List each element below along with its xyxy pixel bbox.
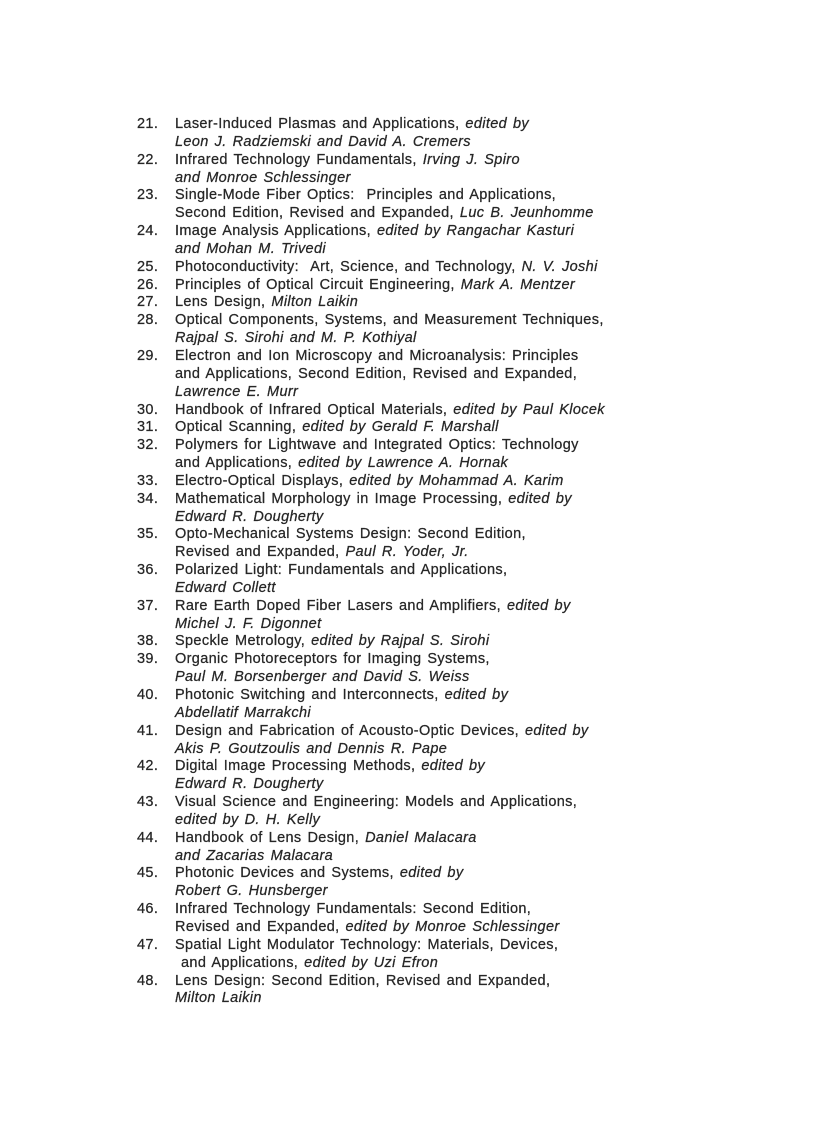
author-segment: Leon J. Radziemski and David A. Cremers [175,133,471,150]
entry-text [175,312,777,348]
entry-line [175,241,777,259]
entry-line [175,687,777,705]
author-segment: Paul R. Yoder, Jr. [345,544,469,561]
list-item [137,473,777,491]
entry-number: 40. [137,687,159,703]
list-item [137,437,777,473]
author-segment: edited by [421,758,485,775]
entry-line [175,277,777,295]
author-segment: and Monroe Schlessinger [175,169,351,186]
title-segment: Laser-Induced Plasmas and Applications, [175,116,466,132]
list-item [137,419,777,437]
entry-number: 35. [137,526,159,543]
author-segment: edited by Rangachar Kasturi [376,223,575,240]
title-segment: Handbook of Infrared Optical Materials, [175,401,454,418]
title-segment: Optical Scanning, [175,419,303,436]
entry-line [175,473,777,491]
entry-line [175,990,777,1008]
author-segment: edited by Uzi Efron [304,954,439,971]
list-item [137,187,777,223]
entry-line [175,669,777,687]
entry-line [175,723,777,741]
title-segment: Opto-Mechanical Systems Design: Second Edition, [175,526,526,543]
list-item [137,687,777,723]
author-segment: Mark A. Mentzer [460,276,576,293]
entry-number: 43. [137,794,159,811]
author-segment: Milton Laikin [175,990,262,1007]
entry-line [175,509,777,527]
entry-text [175,419,777,437]
entry-text [175,562,777,598]
entry-line [175,633,777,651]
title-segment: Mathematical Morphology in Image Processing, [175,490,509,507]
entry-text [175,633,777,651]
title-segment: Lens Design: Second Edition, Revised and Expanded, [175,972,551,989]
list-item [137,723,777,759]
entry-text [175,794,777,830]
title-segment: Second Edition, Revised and Expanded, [175,205,460,222]
entry-line [175,794,777,812]
author-segment: Paul M. Borsenberger and David S. Weiss [175,669,470,686]
list-item [137,937,777,973]
list-item [137,633,777,651]
entry-number: 22. [137,151,159,168]
author-segment: Luc B. Jeunhomme [459,205,594,222]
entry-number: 24. [137,223,159,240]
entry-number: 25. [137,258,159,275]
list-item [137,598,777,634]
entry-number: 30. [137,401,159,418]
entry-text [175,526,777,562]
list-item [137,259,777,277]
entry-line [175,419,777,437]
entry-number: 48. [137,972,159,989]
title-segment: Electro-Optical Displays, [175,472,350,489]
entry-line [175,598,777,616]
entry-number: 34. [137,490,159,507]
entry-line [175,312,777,330]
author-segment: Lawrence E. Murr [175,383,299,400]
entry-text [175,437,777,473]
title-segment: Optical Components, Systems, and Measurement Techniques, [175,312,604,329]
title-segment: and Applications, [175,954,305,971]
entry-number: 45. [137,865,159,882]
entry-line [175,170,777,188]
entry-number: 47. [137,936,159,953]
entry-text [175,723,777,759]
entry-line [175,294,777,312]
list-item [137,794,777,830]
entry-line [175,705,777,723]
title-segment: and Applications, Second Edition, Revised and Expanded, [175,365,578,382]
title-segment: Revised and Expanded, [175,918,346,935]
entry-text [175,116,777,152]
title-segment: Revised and Expanded, [175,544,346,561]
title-segment: and Applications, [175,455,299,472]
entry-line [175,741,777,759]
title-segment: Photoconductivity: Art, Science, and Technology, [175,258,522,275]
author-segment: Michel J. F. Digonnet [175,615,322,632]
author-segment: Abdellatif Marrakchi [175,704,311,721]
entry-number: 42. [137,758,159,775]
list-item [137,865,777,901]
entry-line [175,848,777,866]
author-segment: edited by [524,722,589,739]
entry-number: 29. [137,347,159,364]
entry-text [175,402,777,420]
author-segment: edited by [508,490,572,507]
author-segment: N. V. Joshi [521,258,598,275]
list-item [137,973,777,1009]
list-item [137,758,777,794]
author-segment: Edward R. Dougherty [175,508,324,525]
entry-line [175,366,777,384]
entry-number: 23. [137,187,159,204]
author-segment: Akis P. Goutzoulis and Dennis R. Pape [175,740,448,757]
title-segment: Lens Design, [175,294,272,311]
entry-line [175,616,777,634]
author-segment: edited by [444,687,509,703]
author-segment: Rajpal S. Sirohi and M. P. Kothiyal [175,330,417,347]
list-item [137,402,777,420]
entry-line [175,544,777,562]
entry-text [175,473,777,491]
title-segment: Infrared Technology Fundamentals, [175,151,423,168]
entry-text [175,901,777,937]
title-segment: Infrared Technology Fundamentals: Second Edition, [175,901,532,918]
entry-text [175,348,777,402]
author-segment: edited by Gerald F. Marshall [302,419,499,436]
entry-line [175,562,777,580]
author-segment: and Mohan M. Trivedi [175,240,326,257]
title-segment: Principles of Optical Circuit Engineering, [175,276,461,293]
entry-text [175,223,777,259]
entry-number: 26. [137,276,159,293]
list-item [137,651,777,687]
entry-text [175,830,777,866]
title-segment: Polymers for Lightwave and Integrated Optics: Technology [175,437,579,454]
entry-text [175,259,777,277]
author-segment: edited by Monroe Schlessinger [345,918,560,935]
list-item [137,277,777,295]
entry-line [175,955,777,973]
author-segment: edited by [399,865,464,882]
list-item [137,526,777,562]
entry-text [175,937,777,973]
entry-line [175,776,777,794]
entry-line [175,116,777,134]
author-segment: edited by Paul Klocek [453,401,605,418]
list-item [137,116,777,152]
entry-text [175,491,777,527]
entry-line [175,883,777,901]
entry-line [175,865,777,883]
entry-line [175,348,777,366]
entry-line [175,973,777,991]
entry-line [175,937,777,955]
entry-line [175,259,777,277]
entry-text [175,277,777,295]
entry-number: 27. [137,294,159,311]
author-segment: edited by Mohammad A. Karim [349,472,564,489]
entry-number: 44. [137,829,159,846]
entry-number: 38. [137,633,159,650]
entry-line [175,187,777,205]
entry-line [175,330,777,348]
entry-line [175,223,777,241]
author-segment: edited by D. H. Kelly [175,811,321,828]
entry-text [175,294,777,312]
entry-number: 28. [137,312,159,329]
title-segment: Single-Mode Fiber Optics: Principles and Applications, [175,187,557,204]
title-segment: Digital Image Processing Methods, [175,758,422,775]
entry-number: 39. [137,651,159,668]
author-segment: edited by Lawrence A. Hornak [298,455,509,472]
entry-number: 32. [137,437,159,454]
title-segment: Electron and Ion Microscopy and Microanalysis: Principles [175,347,579,364]
entry-line [175,812,777,830]
author-segment: Irving J. Spiro [422,151,520,168]
book-series-list [137,116,777,1008]
list-item [137,294,777,312]
author-segment: edited by Rajpal S. Sirohi [311,633,490,650]
entry-line [175,384,777,402]
list-item [137,491,777,527]
entry-text [175,598,777,634]
list-item [137,348,777,402]
title-segment: Design and Fabrication of Acousto-Optic Devices, [175,722,525,739]
entry-line [175,455,777,473]
title-segment: Photonic Switching and Interconnects, [175,687,445,703]
entry-line [175,205,777,223]
author-segment: Robert G. Hunsberger [175,883,328,900]
entry-text [175,651,777,687]
author-segment: Edward Collett [175,579,276,596]
title-segment: Organic Photoreceptors for Imaging Systems, [175,651,490,668]
entry-text [175,687,777,723]
list-item [137,562,777,598]
author-segment: edited by [465,116,530,132]
author-segment: and Zacarias Malacara [175,847,334,864]
author-segment: Milton Laikin [271,294,359,311]
title-segment: Image Analysis Applications, [175,223,377,240]
list-item [137,223,777,259]
author-segment: Edward R. Dougherty [175,776,324,793]
entry-text [175,758,777,794]
entry-line [175,134,777,152]
entry-number: 37. [137,597,159,614]
title-segment: Photonic Devices and Systems, [175,865,400,882]
entry-line [175,402,777,420]
entry-line [175,580,777,598]
list-item [137,152,777,188]
author-segment: edited by [506,597,571,614]
author-segment: Daniel Malacara [365,829,477,846]
entry-line [175,437,777,455]
entry-line [175,491,777,509]
entry-number: 36. [137,562,159,579]
entry-text [175,187,777,223]
entry-line [175,651,777,669]
entry-line [175,152,777,170]
entry-text [175,973,777,1009]
entry-line [175,758,777,776]
title-segment: Visual Science and Engineering: Models and Applications, [175,794,578,811]
entry-number: 41. [137,722,159,739]
entry-number: 46. [137,901,159,918]
entry-number: 31. [137,419,159,436]
title-segment: Handbook of Lens Design, [175,829,366,846]
title-segment: Rare Earth Doped Fiber Lasers and Amplifiers, [175,597,507,614]
title-segment: Spatial Light Modulator Technology: Materials, Devices, [175,936,559,953]
entry-number: 21. [137,116,159,132]
list-item [137,901,777,937]
entry-line [175,526,777,544]
entry-line [175,830,777,848]
entry-line [175,919,777,937]
entry-line [175,901,777,919]
list-item [137,830,777,866]
title-segment: Speckle Metrology, [175,633,312,650]
entry-text [175,152,777,188]
title-segment: Polarized Light: Fundamentals and Applications, [175,562,508,579]
list-item [137,312,777,348]
entry-text [175,865,777,901]
entry-number: 33. [137,472,159,489]
